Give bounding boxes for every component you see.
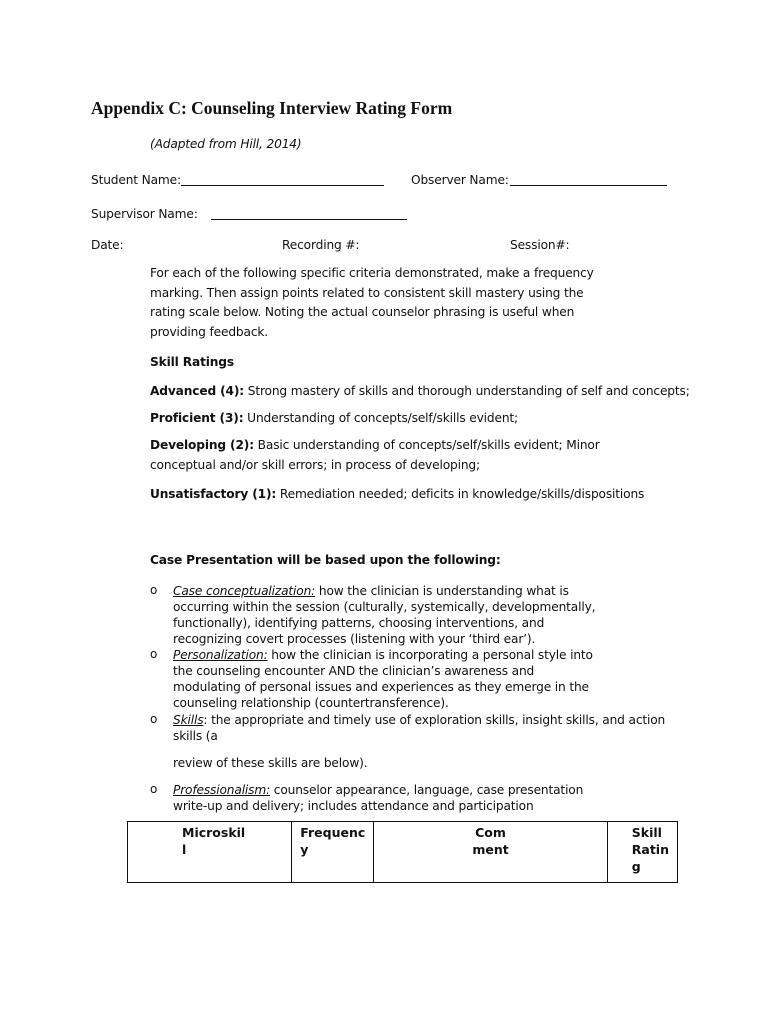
rating-label: Advanced (4): <box>150 384 245 398</box>
rating-text: Strong mastery of skills and thorough understanding of self and concepts; <box>244 384 690 398</box>
instructions-line: providing feedback. <box>150 324 269 339</box>
instructions-line: For each of the following specific criteria demonstrated, make a frequency <box>150 266 594 280</box>
rating-advanced <box>150 384 690 398</box>
student-name-label: Student Name: <box>91 173 181 187</box>
criteria-item-skills-continuation: review of these skills are below). <box>173 756 368 770</box>
date-label: Date: <box>91 238 124 252</box>
session-label: Session#: <box>510 238 570 252</box>
criteria-item-skills: Skills: the appropriate and timely use of exploration skills, insight skills, and action skills (a <box>173 713 666 743</box>
page-title: Appendix C: Counseling Interview Rating Form <box>91 98 453 118</box>
student-name-field[interactable] <box>181 173 384 186</box>
criteria-item-case-conceptualization: Case conceptualization: how the clinician is understanding what is occurring within the session (culturally, systemically, developmentally, functionally), identifying patterns, choosing interventions, and recognizing covert processes (listening with your ‘third ear’). <box>173 584 596 646</box>
table-header-comment: Com ment <box>374 822 608 883</box>
rating-proficient <box>150 411 518 425</box>
rating-label: Unsatisfactory (1): <box>150 487 277 501</box>
criteria-term: Skills <box>173 713 204 727</box>
supervisor-name-field[interactable] <box>211 207 407 220</box>
table-header-microskill: Microskil l <box>128 822 292 883</box>
rating-text: Understanding of concepts/self/skills evident; <box>243 411 518 425</box>
table-header-skill-rating: Skill Ratin g <box>607 822 677 883</box>
criteria-term: Case conceptualization: <box>173 584 316 598</box>
instructions-line: rating scale below. Noting the actual counselor phrasing is useful when <box>150 305 575 319</box>
criteria-item-professionalism: Professionalism: counselor appearance, language, case presentation write-up and delivery; includes attendance and participation <box>173 783 584 813</box>
criteria-term: Personalization: <box>173 648 268 662</box>
criteria-item-personalization: Personalization: how the clinician is incorporating a personal style into the counseling encounter AND the clinician’s awareness and modulating of personal issues and experiences as they emerge in the counseling relationship (countertransference). <box>173 648 593 710</box>
bullet-marker: o <box>150 583 158 597</box>
bullet-marker: o <box>150 782 158 796</box>
supervisor-name-label: Supervisor Name: <box>91 207 198 221</box>
rating-text: conceptual and/or skill errors; in process of developing; <box>150 457 480 472</box>
rating-label: Proficient (3): <box>150 411 244 425</box>
table-header-frequency: Frequenc y <box>292 822 374 883</box>
subtitle: (Adapted from Hill, 2014) <box>150 137 302 151</box>
observer-name-label: Observer Name: <box>411 173 509 187</box>
instructions-line: marking. Then assign points related to consistent skill mastery using the <box>150 285 584 300</box>
rating-table <box>127 821 678 883</box>
bullet-marker: o <box>150 647 158 661</box>
case-presentation-heading: Case Presentation will be based upon the following: <box>150 553 501 567</box>
table-header-row <box>128 822 678 883</box>
rating-developing <box>150 436 710 475</box>
rating-text: Basic understanding of concepts/self/skills evident; Minor <box>253 438 600 452</box>
criteria-term: Professionalism: <box>173 783 271 797</box>
rating-label: Developing (2): <box>150 438 254 452</box>
rating-unsatisfactory <box>150 487 644 501</box>
instructions <box>150 264 710 342</box>
observer-name-field[interactable] <box>510 173 667 186</box>
rating-text: Remediation needed; deficits in knowledge/skills/dispositions <box>276 487 645 501</box>
recording-label: Recording #: <box>282 238 360 252</box>
bullet-marker: o <box>150 712 158 726</box>
skill-ratings-heading: Skill Ratings <box>150 355 234 369</box>
